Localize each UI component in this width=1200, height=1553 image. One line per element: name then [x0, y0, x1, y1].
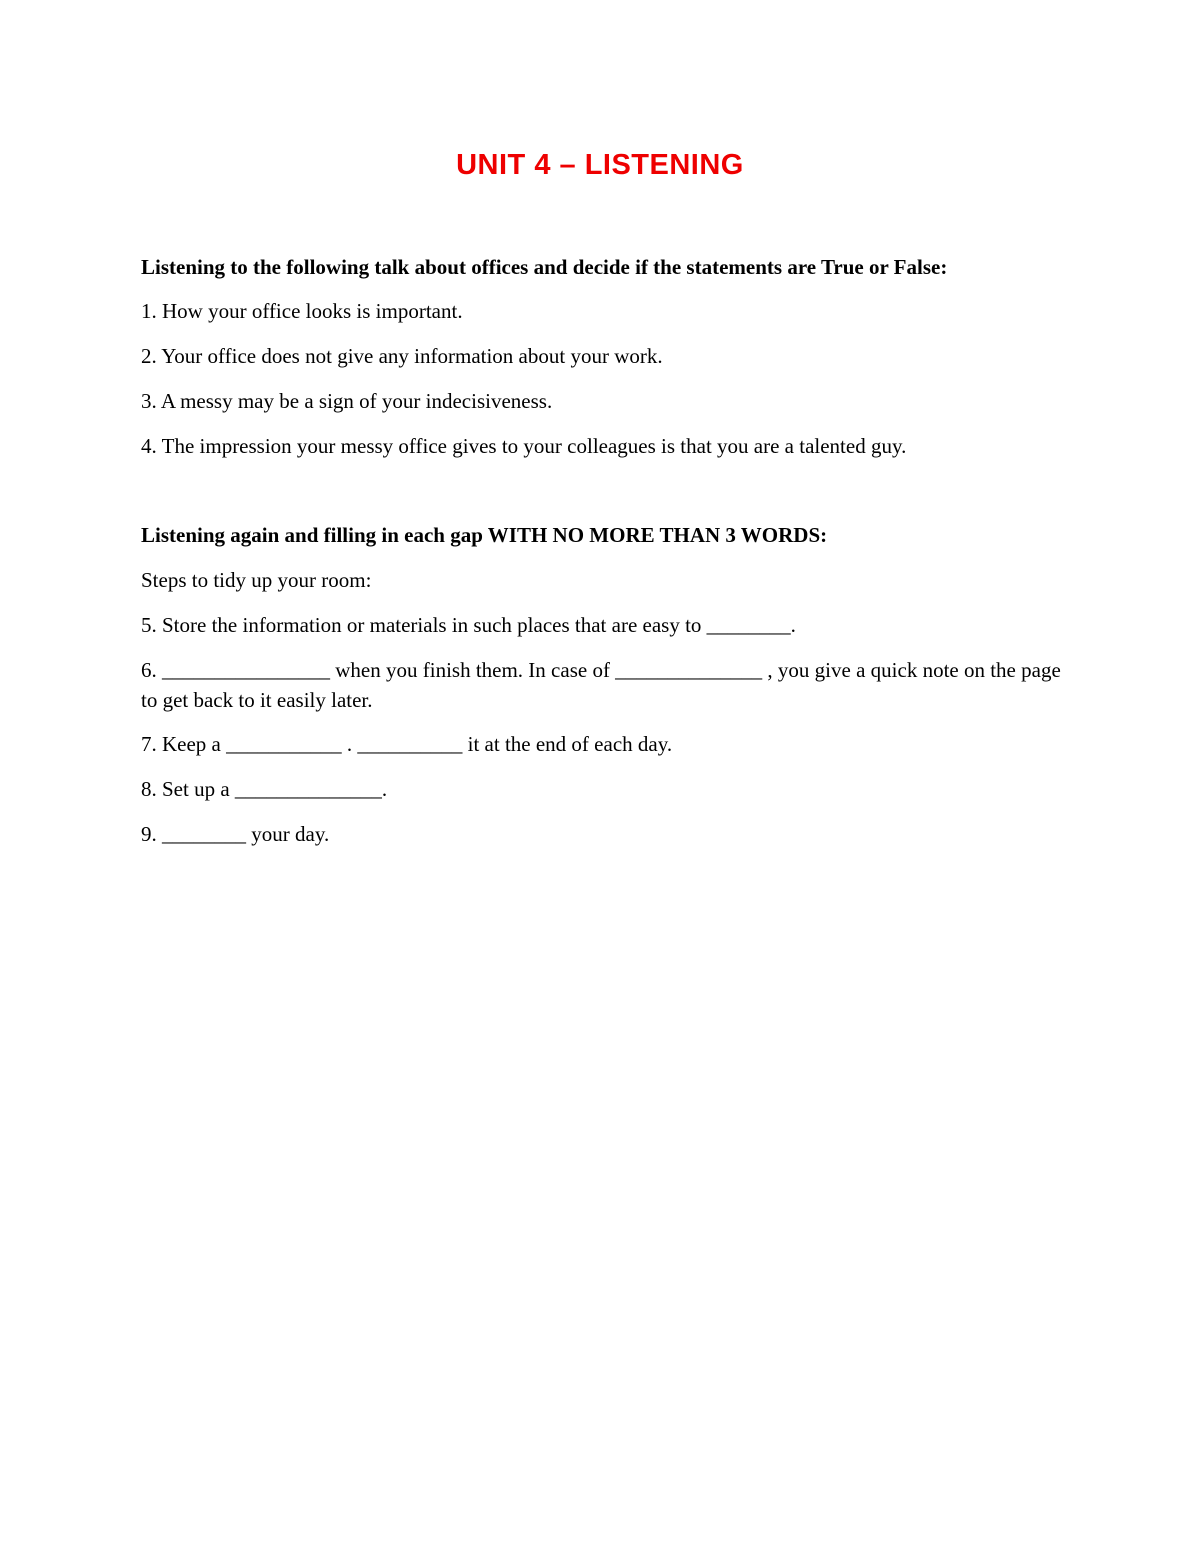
page-title: UNIT 4 – LISTENING — [456, 149, 744, 181]
list-item: 1. How your office looks is important. — [141, 299, 463, 323]
list-item: 9. ________ your day. — [141, 822, 330, 846]
list-item: 4. The impression your messy office gives to your colleagues is that you are a talented guy. — [141, 434, 907, 458]
section2-instruction: Listening again and filling in each gap WITH NO MORE THAN 3 WORDS: — [141, 523, 828, 547]
list-item: 8. Set up a ______________. — [141, 777, 388, 801]
list-item: 6. ________________ when you finish them. In case of ______________ , you give a quick note on the page to get back to it easily later. — [141, 658, 1061, 712]
section2-subheading: Steps to tidy up your room: — [141, 568, 372, 592]
section1-instruction: Listening to the following talk about offices and decide if the statements are True or False: — [141, 255, 948, 279]
list-item: 7. Keep a ___________ . __________ it at the end of each day. — [141, 732, 673, 756]
list-item: 5. Store the information or materials in such places that are easy to ________. — [141, 613, 796, 637]
list-item: 3. A messy may be a sign of your indecisiveness. — [141, 389, 553, 413]
list-item: 2. Your office does not give any information about your work. — [141, 344, 663, 368]
